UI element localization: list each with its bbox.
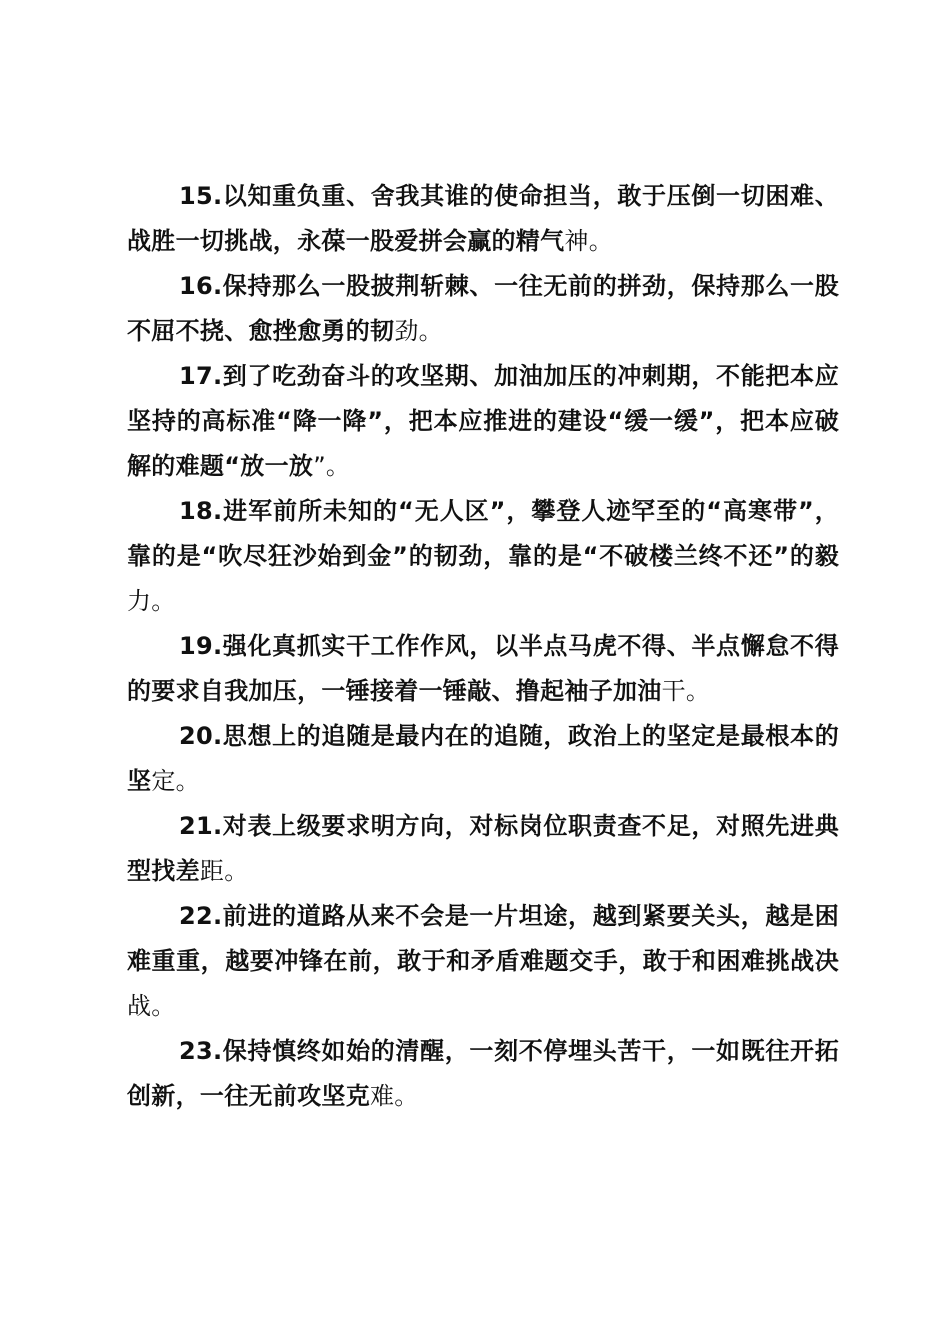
item-ending: 难。 (370, 1082, 419, 1110)
item-ending: 距。 (199, 857, 249, 885)
item-text: 21.对表上级要求明方向，对标岗位职责查不足，对照先进典型找差 (127, 812, 839, 885)
item-ending: 干。 (661, 677, 711, 705)
item-ending: 神。 (564, 227, 614, 255)
item-ending: 定。 (151, 767, 200, 795)
list-item-17 (127, 354, 839, 489)
item-ending: 力。 (127, 587, 176, 615)
item-text: 22.前进的道路从来不会是一片坦途，越到紧要关头，越是困难重重，越要冲锋在前，敢于和矛盾难题交手，敢于和困难挑战决 (127, 902, 839, 975)
item-ending: 劲。 (394, 317, 443, 345)
list-item-15 (127, 174, 839, 264)
item-text: 16.保持那么一股披荆斩棘、一往无前的拼劲，保持那么一股不屈不挠、愈挫愈勇的韧 (127, 272, 839, 345)
item-text: 19.强化真抓实干工作作风，以半点马虎不得、半点懈怠不得的要求自我加压，一锤接着一锤敲、撸起袖子加油 (127, 632, 839, 705)
list-item-20 (127, 714, 839, 804)
list-item-23 (127, 1029, 839, 1119)
item-text: 17.到了吃劲奋斗的攻坚期、加油加压的冲刺期，不能把本应坚持的高标准“降一降”，把本应推进的建设“缓一缓”，把本应破解的难题“放一放 (127, 362, 839, 480)
item-text: 20.思想上的追随是最内在的追随，政治上的坚定是最根本的坚 (127, 722, 839, 795)
list-item-19 (127, 624, 839, 714)
list-item-22 (127, 894, 839, 1029)
list-item-21 (127, 804, 839, 894)
item-ending: 战。 (127, 992, 176, 1020)
item-text: 23.保持慎终如始的清醒，一刻不停埋头苦干，一如既往开拓创新，一往无前攻坚克 (127, 1037, 839, 1110)
item-ending: ”。 (313, 452, 351, 480)
list-item-18 (127, 489, 839, 624)
item-text: 15.以知重负重、舍我其谁的使命担当，敢于压倒一切困难、战胜一切挑战，永葆一股爱拼会赢的精气 (127, 182, 839, 255)
list-item-16 (127, 264, 839, 354)
item-text: 18.进军前所未知的“无人区”，攀登人迹罕至的“高寒带”，靠的是“吹尽狂沙始到金”的韧劲，靠的是“不破楼兰终不还”的毅 (127, 497, 839, 570)
document-body (127, 174, 839, 1119)
